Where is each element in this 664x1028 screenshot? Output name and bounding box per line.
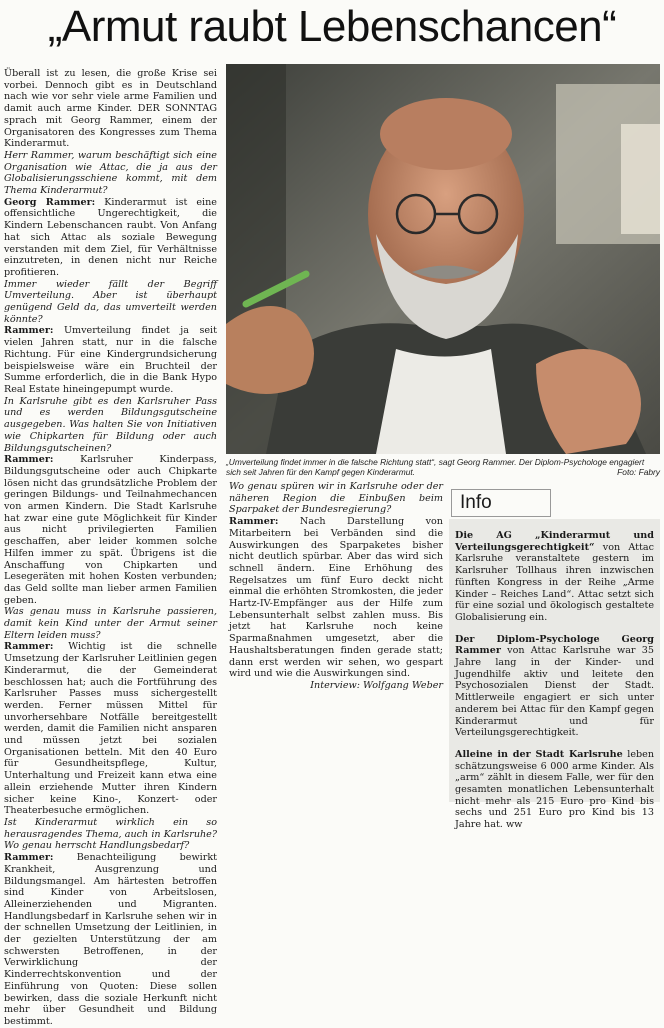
answer-1 [4,197,217,279]
speaker: Rammer: [229,516,279,528]
question-6: Wo genau spüren wir in Karlsruhe oder der näheren Region die Einbußen beim Sparpaket der Bundesregierung? [229,481,443,516]
answer-4 [4,641,217,817]
question-1: Herr Rammer, warum beschäftigt sich eine Organisation wie Attac, die ja aus der Globalisierungsschiene kommt, mit dem Thema Kinderarmut? [4,149,217,197]
interview-signature: Interview: Wolfgang Weber [310,679,443,691]
question-2: Immer wieder fällt der Begriff Umverteilung. Aber ist überhaupt genügend Geld da, das umverteilt werden könnte? [4,278,217,325]
info-lead: Der Diplom-Psychologe Georg Rammer [455,633,654,657]
answer-text: Kinderarmut ist eine offensichtliche Ungerechtigkeit, die Kindern Lebenschancen raubt. Von Anfang hat sich Attac als soziale Bewegung verstanden mit dem Ziel, für Verhältnisse einzutreten, in denen nicht nur Reiche profitieren. [4,196,217,278]
answer-text: Karlsruher Kinderpass, Bildungsgutscheine oder auch Chipkarte lösen nicht das grundsätzliche Problem der geringen Bildungs- und Teilnahmechancen von armen Kindern. Die Stadt Karlsruhe hat zwar eine gute Möglichkeit für Kinder aus nicht privilegierten Familien geschaffen, aber leider kommen solche Hilfen immer zu spät. Übrigens ist die Anschaffung von Chipkarten und Lesegeräten mit hohen Kosten verbunden; das Geld sollte man lieber armen Familien geben. [4,454,217,606]
answer-2 [4,325,217,395]
answer-text: Benachteiligung bewirkt Krankheit, Ausgrenzung und Bildungsmangel. Am härtesten betroffen sind Kinder von Arbeitslosen, Alleinerziehenden und Migranten. Handlungsbedarf in Karlsruhe sehen wir in der schnellen Umsetzung der Leitlinien, in der gezielten Unterstützung der am schwersten Betroffenen, in der Verwirklichung der Kinderrechtskonvention und der Einführung von Quoten: Diese sollen bewirken, dass die soziale Herkunft nicht mehr über Gesundheit und Bildung bestimmt. [4,852,217,1027]
photo-credit: Foto: Fabry [617,467,660,477]
info-text: von Attac Karlsruhe war 35 Jahre lang in der Kinder- und Jugendhilfe aktiv und leitete den Psychosozialen Dienst der Stadt. Mittlerweile engagiert er sich unter anderem bei Attac für den Kampf gegen Kinderarmut und für Verteilungsgerechtigkeit. [455,645,654,739]
author-initials: ww [505,819,523,831]
info-title: Info [451,489,551,517]
answer-5 [4,852,217,1028]
speaker: Rammer: [4,852,54,864]
portrait-photo [226,64,660,454]
question-4: Was genau muss in Karlsruhe passieren, damit kein Kind unter der Armut seiner Eltern leiden muss? [4,606,217,641]
answer-text: Umverteilung findet ja seit vielen Jahren statt, nur in die falsche Richtung. Für eine Kindergrundsicherung beispielsweise wäre ein Bruchteil der Summe erforderlich, die in die Bank Hypo Real Estate hineingepumpt wurde. [4,325,217,395]
info-box [449,489,660,831]
info-paragraph-1 [455,530,654,624]
headline: „Armut raubt Lebenschancen“ [47,2,617,51]
info-body [449,519,660,831]
photo-caption [226,457,660,477]
intro: Überall ist zu lesen, die große Krise sei vorbei. Dennoch gibt es in Deutschland nach wie vor sehr viele arme Familien und damit auch arme Kinder. DER SONNTAG sprach mit Georg Rammer, einem der Organisatoren des Kongresses zum Thema Kinderarmut. [4,68,217,150]
info-lead: Alleine in der Stadt Karlsruhe [455,748,623,760]
question-3: In Karlsruhe gibt es den Karlsruher Pass und es werden Bildungsgutscheine ausgegeben. Was halten Sie von Initiativen wie Chipkarten für Bildung oder auch Bildungsgutscheinen? [4,395,217,454]
portrait-illustration [226,64,660,454]
article-column-1 [4,68,217,1027]
answer-text: Wichtig ist die schnelle Umsetzung der Karlsruher Leitlinien gegen Kinderarmut, die der Gemeinderat beschlossen hat; auch die Fortführung des Karlsruher Passes muss sichergestellt werden. Ferner müssen Mittel für unvorhersehbare Notfälle bereitgestellt werden, damit die Familien nicht ansparen und müssen jetzt bei sozialen Organisationen betteln. Mit den 40 Euro für Gesundheitspflege, Kultur, Unterhaltung und Freizeit kann etwa eine allein erziehende Mutter ihren Kindern sicher keine Kino-, Konzert- oder Theaterbesuche ermöglichen. [4,641,217,817]
answer-6 [229,516,443,680]
speaker: Rammer: [4,454,54,466]
speaker: Georg Rammer: [4,196,96,208]
speaker: Rammer: [4,641,54,653]
info-lead: Die AG „Kinderarmut und Verteilungsgerechtigkeit“ [455,530,654,553]
info-paragraph-3 [455,749,654,831]
answer-text: Nach Darstellung von Mitarbeitern bei Verbänden sind die Auswirkungen des Sparpaketes bisher nicht deutlich spürbar. Aber das wird sich schnell ändern. Eine Erhöhung des Regelsatzes um fünf Euro deckt nicht einmal die erhöhten Stromkosten, die jeder Hartz-IV-Empfänger aus der Hilfe zum Lebensunterhalt selbst zahlen muss. Bis jetzt hat Karlsruhe noch keine Sparmaßnahmen umgesetzt, aber die Haushaltsberatungen finden gerade statt; dann erst werden wir sehen, wo gespart wird und wie die Auswirkungen sind. [229,516,443,680]
caption-text: „Umverteilung findet immer in die falsche Richtung statt“, sagt Georg Rammer. Der Diplom-Psychologe engagiert sich seit Jahren für den Kampf gegen Kinderarmut. [226,457,645,477]
info-paragraph-2 [455,634,654,739]
article-column-2 [229,481,443,804]
speaker: Rammer: [4,325,54,337]
question-5: Ist Kinderarmut wirklich ein so herausragendes Thema, auch in Karlsruhe? Wo genau herrscht Handlungsbedarf? [4,817,217,852]
answer-3 [4,454,217,606]
info-text: von Attac Karlsruhe veranstaltete gestern im Karlsruher Tollhaus ihren inzwischen fünften Kongress in der Reihe „Arme Kinder – Reiches Land“. Attac setzt sich für eine sozial und ökologisch gestaltete Globalisierung ein. [455,541,654,623]
info-text: leben schätzungsweise 6 000 arme Kinder. Als „arm“ zählt in diesem Falle, wer für den gesamten monatlichen Lebensunterhalt nicht mehr als 215 Euro pro Kind bis sechs und 251 Euro pro Kind bis 13 Jahre hat. [455,748,654,831]
